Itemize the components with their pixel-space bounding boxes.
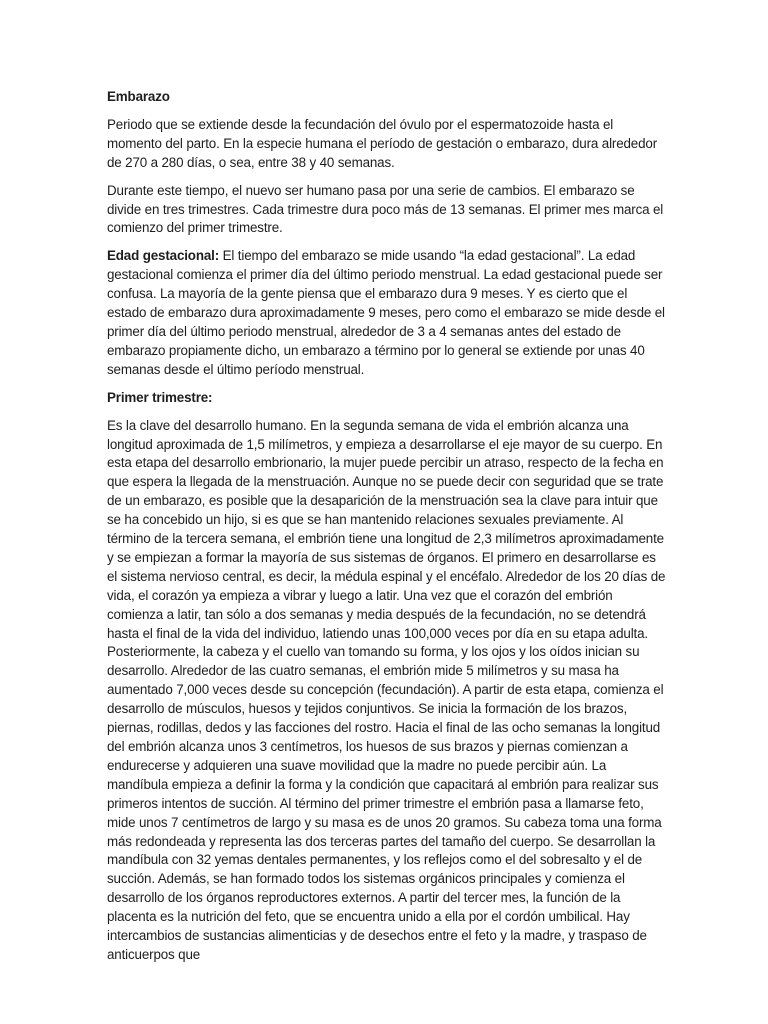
first-trimester-heading: Primer trimestre: <box>107 389 213 405</box>
first-trimester-paragraph: Es la clave del desarrollo humano. En la segunda semana de vida el embrión alcanza una longitud aproximada de 1,5 milímetros, y empieza a desarrollarse el eje mayor de su cuerpo. En esta etapa del desarrollo embrionario, la mujer puede percibir un atraso, respecto de la fecha en que espera la llegada de la menstruación. Aunque no se puede decir con seguridad que se trate de un embarazo, es posible que la desaparición de la menstruación sea la clave para intuir que se ha concebido un hijo, si es que se han mantenido relaciones sexuales previamente. Al término de la tercera semana, el embrión tiene una longitud de 2,3 milímetros aproximadamente y se empiezan a formar la mayoría de sus sistemas de órganos. El primero en desarrollarse es el sistema nervioso central, es decir, la médula espinal y el encéfalo. Alrededor de los 20 días de vida, el corazón ya empieza a vibrar y luego a latir. Una vez que el corazón del embrión comienza a latir, tan sólo a dos semanas y media después de la fecundación, no se detendrá hasta el final de la vida del individuo, latiendo unas 100,000 veces por día en su etapa adulta. Posteriormente, la cabeza y el cuello van tomando su forma, y los ojos y los oídos inician su desarrollo. Alrededor de las cuatro semanas, el embrión mide 5 milímetros y su masa ha aumentado 7,000 veces desde su concepción (fecundación). A partir de esta etapa, comienza el desarrollo de músculos, huesos y tejidos conjuntivos. Se inicia la formación de los brazos, piernas, rodillas, dedos y las facciones del rostro. Hacia el final de las ocho semanas la longitud del embrión alcanza unos 3 centímetros, los huesos de sus brazos y piernas comienzan a endurecerse y adquieren una suave movilidad que la madre no puede percibir aún. La mandíbula empieza a definir la forma y la condición que capacitará al embrión para realizar sus primeros intentos de succión. Al término del primer trimestre el embrión pasa a llamarse feto, mide unos 7 centímetros de largo y su masa es de unos 20 gramos. Su cabeza toma una forma más redondeada y representa las dos terceras partes del tamaño del cuerpo. Se desarrollan la mandíbula con 32 yemas dentales permanentes, y los reflejos como el del sobresalto y el de succión. Además, se han formado todos los sistemas orgánicos principales y comienza el desarrollo de los órganos reproductores externos. A partir del tercer mes, la función de la placenta es la nutrición del feto, que se encuentra unido a ella por el cordón umbilical. Hay intercambios de sustancias alimenticias y de desechos entre el feto y la madre, y traspaso de anticuerpos que <box>107 417 666 962</box>
document-title: Embarazo <box>107 89 170 104</box>
gestational-age-label: Edad gestacional: <box>107 248 220 264</box>
trimesters-paragraph: Durante este tiempo, el nuevo ser humano pasa por una serie de cambios. El embarazo se divide en tres trimestres. Cada trimestre dura poco más de 13 semanas. El primer mes marca el comienzo del primer trimestre. <box>107 182 664 236</box>
gestational-age-paragraph <box>107 247 667 379</box>
intro-paragraph: Periodo que se extiende desde la fecundación del óvulo por el espermatozoide hasta el momento del parto. En la especie humana el período de gestación o embarazo, dura alrededor de 270 a 280 días, o sea, entre 38 y 40 semanas. <box>107 116 658 170</box>
gestational-age-text: El tiempo del embarazo se mide usando “la edad gestacional”. La edad gestacional comienza el primer día del último periodo menstrual. La edad gestacional puede ser confusa. La mayoría de la gente piensa que el embarazo dura 9 meses. Y es cierto que el estado de embarazo dura aproximadamente 9 meses, pero como el embarazo se mide desde el primer día del último periodo menstrual, alrededor de 3 a 4 semanas antes del estado de embarazo propiamente dicho, un embarazo a término por lo general se extiende por unas 40 semanas desde el último período menstrual. <box>107 248 665 377</box>
document-page <box>107 88 667 974</box>
